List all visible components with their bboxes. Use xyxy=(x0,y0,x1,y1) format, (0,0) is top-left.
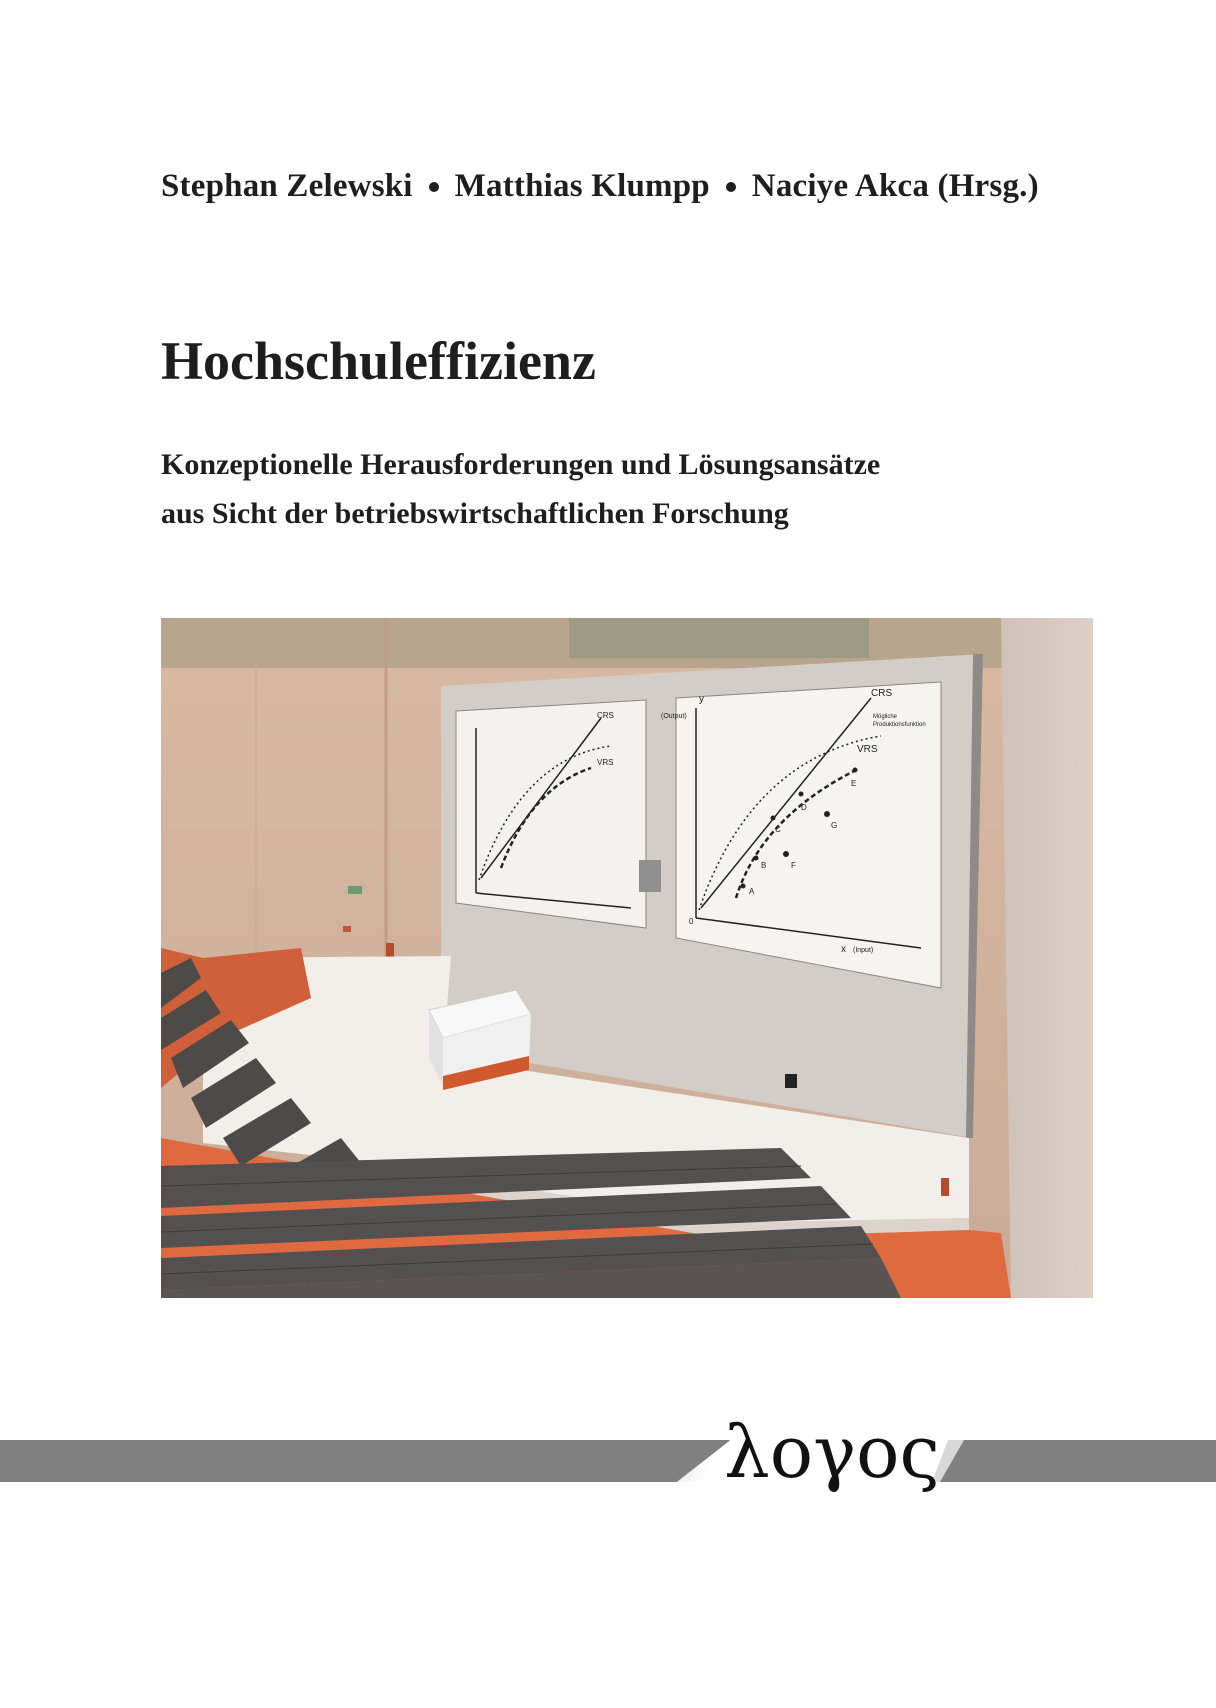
author-1: Stephan Zelewski xyxy=(161,168,413,204)
author-3: Naciye Akca (Hrsg.) xyxy=(751,168,1039,204)
subtitle-line-2: aus Sicht der betriebswirtschaftlichen Forschung xyxy=(161,497,789,530)
left-screen-vrs-label: VRS xyxy=(597,758,614,767)
left-screen-crs-label: CRS xyxy=(597,711,614,720)
production-function-label: Produktionsfunktion xyxy=(873,722,926,728)
separator-dot-icon xyxy=(726,182,736,192)
point-c-label: C xyxy=(775,825,781,834)
point-b-label: B xyxy=(761,861,767,870)
book-title: Hochschuleffizienz xyxy=(161,331,596,391)
origin-label: 0 xyxy=(689,917,694,926)
authors-line xyxy=(161,168,1039,205)
separator-dot-icon xyxy=(429,182,439,192)
point-g-label: G xyxy=(831,821,838,830)
subtitle-line-1: Konzeptionelle Herausforderungen und Lösungsansätze xyxy=(161,448,881,481)
x-axis-unit: (Input) xyxy=(853,947,874,954)
publisher-logo: λογος xyxy=(724,1410,940,1494)
footer-band-right xyxy=(936,1440,1216,1482)
crs-label: CRS xyxy=(871,688,893,699)
point-f-label: F xyxy=(791,861,796,870)
point-e-label: E xyxy=(851,779,857,788)
footer-band-left xyxy=(0,1440,740,1482)
possible-label: Mögliche xyxy=(873,714,898,720)
y-axis-unit: (Output) xyxy=(661,713,687,720)
book-subtitle xyxy=(161,440,880,538)
vrs-label: VRS xyxy=(857,744,878,755)
point-a-label: A xyxy=(749,887,755,896)
y-axis-label: y xyxy=(699,694,704,705)
x-axis-label: x xyxy=(841,944,846,955)
author-2: Matthias Klumpp xyxy=(454,168,710,204)
point-d-label: D xyxy=(801,803,807,812)
lecture-hall-photo xyxy=(161,618,1093,1298)
